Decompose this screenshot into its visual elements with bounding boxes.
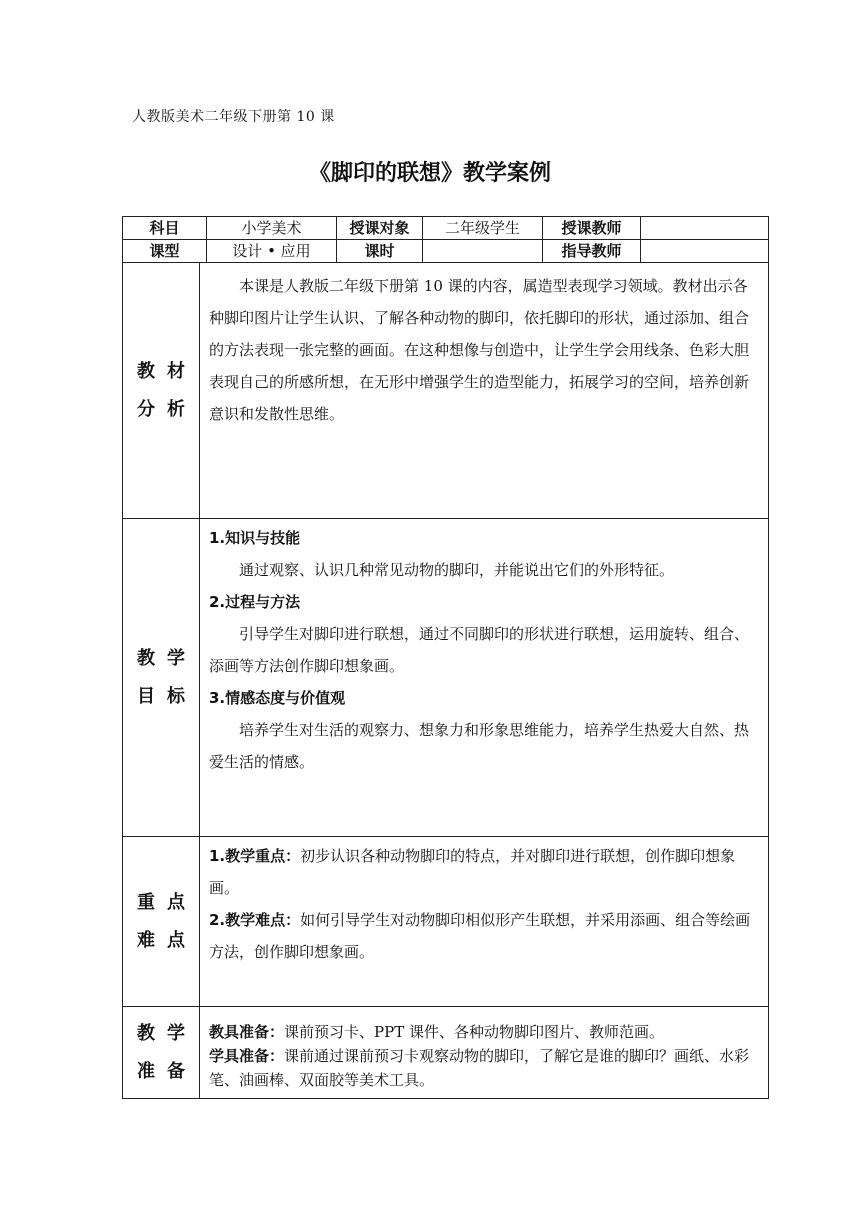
keypoint-1: 1.教学重点：初步认识各种动物脚印的特点，并对脚印进行联想，创作脚印想象画。 bbox=[209, 847, 736, 897]
goal-heading-1: 1.知识与技能 bbox=[209, 529, 301, 547]
goal-text-2: 引导学生对脚印进行联想，通过不同脚印的形状进行联想，运用旋转、组合、添画等方法创作脚印想象画。 bbox=[209, 625, 750, 675]
analysis-row bbox=[123, 263, 769, 519]
analysis-text: 本课是人教版二年级下册第 10 课的内容，属造型表现学习领域。教材出示各种脚印图片让学生认识、了解各种动物的脚印，依托脚印的形状，通过添加、组合的方法表现一张完整的画面。在这种想像与创造中，让学生学会用线条、色彩大胆表现自己的所感所想，在无形中增强学生的造型能力，拓展学习的空间，培养创新意识和发散性思维。 bbox=[209, 277, 750, 423]
type-label: 课型 bbox=[123, 240, 207, 263]
student-prep: 学具准备：课前通过课前预习卡观察动物的脚印，了解它是谁的脚印？画纸、水彩笔、油画棒、双面胶等美术工具。 bbox=[209, 1047, 750, 1089]
page-title: 《脚印的联想》教学案例 bbox=[308, 161, 551, 186]
teacher-value bbox=[641, 217, 769, 240]
teacher-label: 授课教师 bbox=[543, 217, 641, 240]
info-row-2 bbox=[123, 240, 769, 263]
prep-row bbox=[123, 1007, 769, 1099]
goal-heading-2: 2.过程与方法 bbox=[209, 593, 301, 611]
guide-teacher-value bbox=[641, 240, 769, 263]
keypoints-cell bbox=[200, 837, 769, 1007]
subject-value: 小学美术 bbox=[207, 217, 337, 240]
audience-value: 二年级学生 bbox=[423, 217, 543, 240]
lesson-plan-table bbox=[122, 216, 768, 1099]
hours-label: 课时 bbox=[337, 240, 423, 263]
prep-label: 教学 准备 bbox=[123, 1007, 200, 1099]
type-value: 设计 • 应用 bbox=[207, 240, 337, 263]
goals-label: 教学 目标 bbox=[123, 519, 200, 837]
goals-cell bbox=[200, 519, 769, 837]
teacher-prep: 教具准备：课前预习卡、PPT 课件、各种动物脚印图片、教师范画。 bbox=[209, 1023, 664, 1041]
analysis-cell bbox=[200, 263, 769, 519]
prep-cell bbox=[200, 1007, 769, 1099]
info-row-1 bbox=[123, 217, 769, 240]
goal-text-1: 通过观察、认识几种常见动物的脚印，并能说出它们的外形特征。 bbox=[239, 561, 675, 579]
analysis-label: 教材 分析 bbox=[123, 263, 200, 519]
guide-teacher-label: 指导教师 bbox=[543, 240, 641, 263]
subject-label: 科目 bbox=[123, 217, 207, 240]
audience-label: 授课对象 bbox=[337, 217, 423, 240]
keypoints-row bbox=[123, 837, 769, 1007]
keypoints-label: 重点 难点 bbox=[123, 837, 200, 1007]
goals-row bbox=[123, 519, 769, 837]
hours-value bbox=[423, 240, 543, 263]
content-table bbox=[122, 262, 769, 1099]
goal-heading-3: 3.情感态度与价值观 bbox=[209, 689, 346, 707]
course-line: 人教版美术二年级下册第 10 课 bbox=[132, 109, 335, 125]
goal-text-3: 培养学生对生活的观察力、想象力和形象思维能力，培养学生热爱大自然、热爱生活的情感。 bbox=[209, 721, 750, 771]
info-table bbox=[122, 216, 769, 263]
keypoint-2: 2.教学难点：如何引导学生对动物脚印相似形产生联想，并采用添画、组合等绘画方法，创作脚印想象画。 bbox=[209, 911, 751, 961]
